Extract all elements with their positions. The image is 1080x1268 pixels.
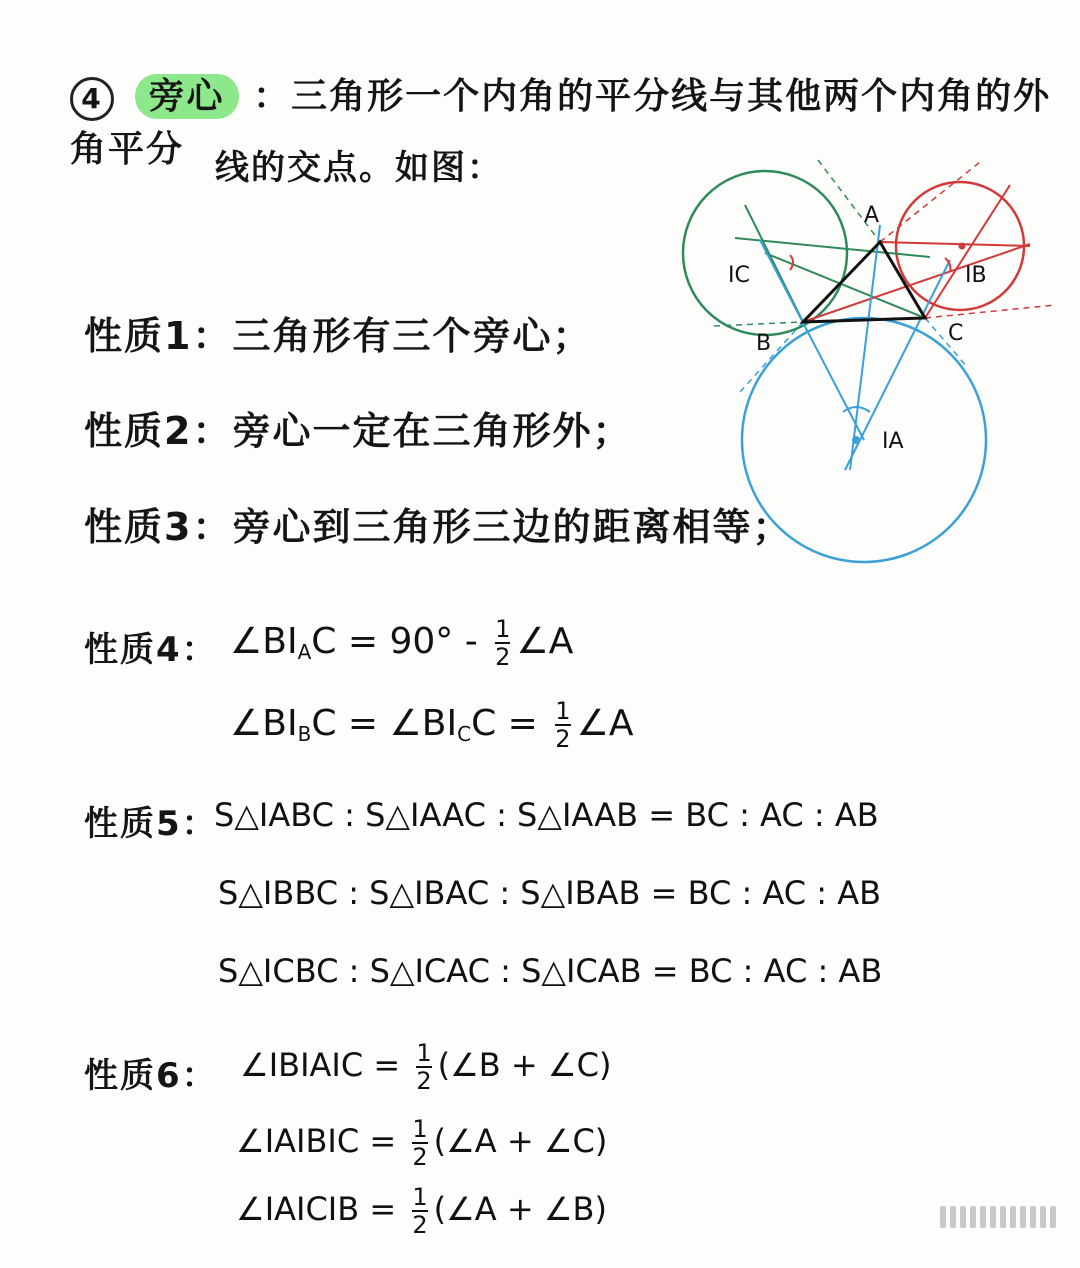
property-4-formula-2: $\angle BI_BC$ = $\angle BI_CC$ = $\frac{1}{2}$ ∠A [230,697,634,753]
property-6-formula-3: ∠IAICIB = $\frac{1}{2}$ (∠A + ∠B) [236,1183,607,1239]
section-number: 4 [70,77,114,121]
label-ib: IB [965,263,987,288]
label-b: B [756,331,772,356]
property-6-label: 性质6： [84,1056,218,1096]
property-4-formula-1: $\angle BI_AC = 90^\circ$ - $\frac{1}{2}$ ∠A [230,615,574,671]
definition-line-2: 线的交点。如图： [215,148,503,188]
label-c: C [948,321,964,346]
definition-line-1: ：三角形一个内角的平分线与其他两个内角的外角平分 [70,76,1052,170]
property-5-formula-1: S△IABC : S△IAAC : S△IAAB = BC : AC : AB [214,796,879,834]
property-6-formula-1: ∠IBIAIC = $\frac{1}{2}$ (∠B + ∠C) [240,1039,612,1095]
label-a: A [864,203,880,228]
label-ia: IA [882,429,904,454]
watermark [940,1206,1060,1232]
property-5-label: 性质5： [84,804,218,844]
property-6-formula-2: ∠IAIBIC = $\frac{1}{2}$ (∠A + ∠C) [236,1115,608,1171]
property-5-formula-3: S△ICBC : S△ICAC : S△ICAB = BC : AC : AB [218,952,883,990]
property-4-label: 性质4： [84,630,218,670]
property-5-formula-2: S△IBBC : S△IBAC : S△IBAB = BC : AC : AB [218,874,882,912]
property-1: 性质1：三角形有三个旁心； [84,314,593,358]
property-2: 性质2：旁心一定在三角形外； [84,409,633,453]
label-ic: IC [728,263,750,288]
property-3: 性质3：旁心到三角形三边的距离相等； [84,505,793,549]
term-highlight: 旁心 [135,74,239,119]
